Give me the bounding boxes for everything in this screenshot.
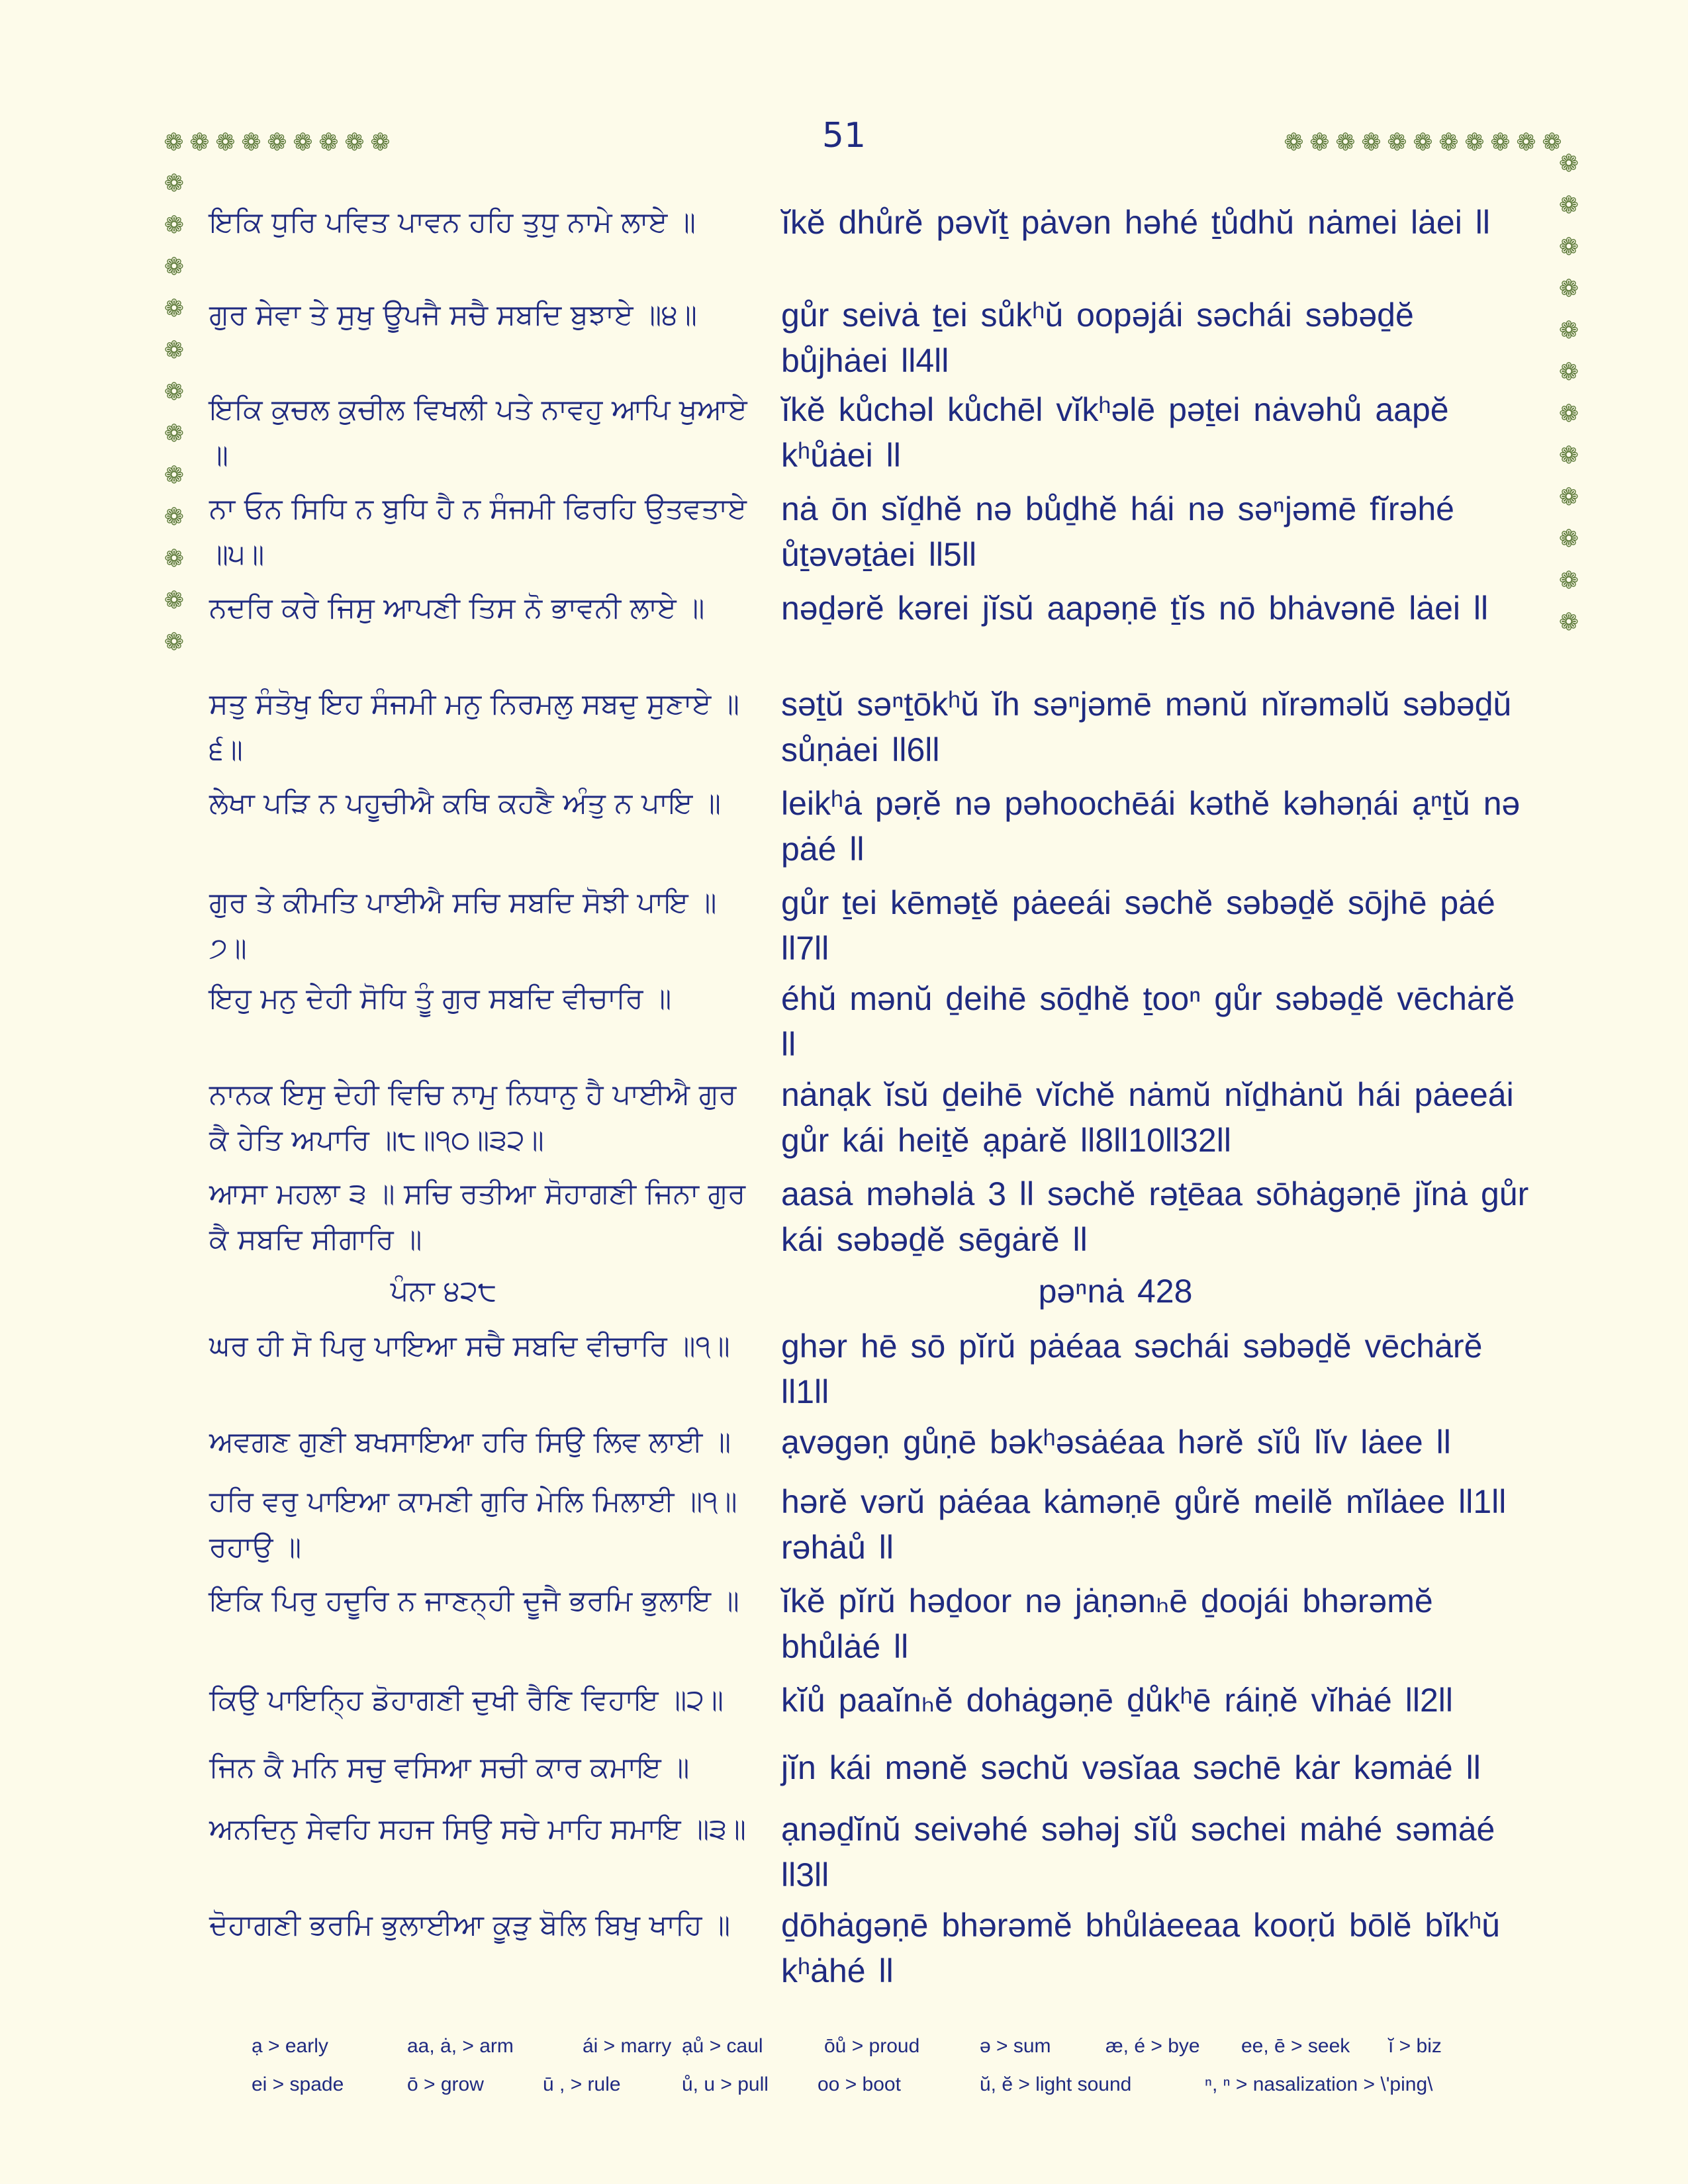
gurmukhi-text: ਨਾ ਓਨ ਸਿਧਿ ਨ ਬੁਧਿ ਹੈ ਨ ਸੰਜਮੀ ਫਿਰਹਿ ਉਤਵਤਾਏ ॥੫॥ [209,492,747,571]
panna-gurmukhi: ਪੰਨਾ ੪੨੮ [390,1275,497,1308]
gurmukhi-text: ਨਦਰਿ ਕਰੇ ਜਿਸੁ ਆਪਣੀ ਤਿਸ ਨੋ ਭਾਵਨੀ ਲਾਏ ॥ [209,592,705,625]
flower-ornament-icon: ❁ [1558,359,1579,386]
ornament-border-top-left [161,130,393,156]
gurmukhi-text: ਇਹੁ ਮਨੁ ਦੇਹੀ ਸੋਧਿ ਤੂੰ ਗੁਰ ਸਬਦਿ ਵੀਚਾਰਿ ॥ [209,982,672,1015]
transliteration-text: gůr ṯei kēməṯĕ pȧeeái səchĕ səbəḏĕ sōjhē pȧé ll7ll [781,884,1495,967]
legend-item: ōů > proud [824,2035,920,2057]
legend-item: ạ > early [252,2035,328,2057]
transliteration-text: aasȧ məhəlȧ 3 ll səchĕ rəṯēaa sōhȧgəṇē jĭnȧ gůr kái səbəḏĕ sēgȧrĕ ll [781,1175,1529,1258]
legend-item: aa, ȧ, > arm [407,2035,514,2057]
flower-ornament-icon: ❁ [1490,129,1511,156]
gurmukhi-text: ਲੇਖਾ ਪੜਿ ਨ ਪਹੂਚੀਐ ਕਥਿ ਕਹਣੈ ਅੰਤੁ ਨ ਪਾਇ ॥ [209,787,722,820]
transliteration-text: ḏōhȧgəṇē bhərəmĕ bhůlȧeeaa kooṛŭ bōlĕ bĭkʰŭ kʰȧhé ll [781,1907,1501,1989]
flower-ornament-icon: ❁ [1558,609,1579,636]
flower-ornament-icon: ❁ [164,337,185,364]
gurmukhi-text: ਗੁਰ ਸੇਵਾ ਤੇ ਸੁਖੁ ਊਪਜੈ ਸਚੈ ਸਬਦਿ ਬੁਝਾਏ ॥੪॥ [209,298,698,332]
legend-item: ái > marry [583,2035,672,2057]
flower-ornament-icon: ❁ [164,545,185,572]
flower-ornament-icon: ❁ [1558,400,1579,428]
legend-item: ei > spade [252,2073,344,2095]
flower-ornament-icon: ❁ [164,504,185,531]
flower-ornament-icon: ❁ [267,129,287,156]
flower-ornament-icon: ❁ [164,295,185,322]
flower-ornament-icon: ❁ [164,253,185,281]
flower-ornament-icon: ❁ [1558,150,1579,177]
legend-item: æ, é > bye [1105,2035,1200,2057]
gurmukhi-text: ਅਨਦਿਨੁ ਸੇਵਹਿ ਸਹਜ ਸਿਉ ਸਚੇ ਮਾਹਿ ਸਮਾਇ ॥੩॥ [209,1813,746,1846]
flower-ornament-icon: ❁ [1558,192,1579,219]
transliteration-text: hərĕ vərŭ pȧéaa kȧməṇē gůrĕ meilĕ mĭlȧee ll1ll rəhȧů ll [781,1483,1507,1566]
flower-ornament-icon: ❁ [1516,129,1536,156]
panna-transliteration: pəⁿnȧ 428 [1038,1273,1193,1310]
flower-ornament-icon: ❁ [164,212,185,239]
ornament-border-top-right [1281,130,1565,156]
transliteration-text: ghər hē sō pĭrŭ pȧéaa səchái səbəḏĕ vēchȧrĕ ll1ll [781,1328,1483,1410]
flower-ornament-icon: ❁ [1558,234,1579,261]
flower-ornament-icon: ❁ [1413,129,1433,156]
flower-ornament-icon: ❁ [215,129,236,156]
legend-item: ū , > rule [543,2073,621,2095]
flower-ornament-icon: ❁ [1309,129,1330,156]
flower-ornament-icon: ❁ [164,379,185,406]
legend-item: ŭ, ĕ > light sound [980,2073,1132,2095]
transliteration-text: ạvəgəṇ gůṇē bəkʰəsȧéaa hərĕ sĭů lĭv lȧee ll [781,1424,1451,1461]
flower-ornament-icon: ❁ [1284,129,1304,156]
transliteration-text: ĭkĕ pĭrŭ həḏoor nə jȧṇənₕē ḏoojái bhərəmĕ bhůlȧé ll [781,1582,1433,1665]
legend-item: ĭ > biz [1388,2035,1442,2057]
legend-item: ee, ē > seek [1241,2035,1350,2057]
flower-ornament-icon: ❁ [1464,129,1485,156]
legend-item: oo > boot [818,2073,901,2095]
legend-item: ů, u > pull [682,2073,769,2095]
gurmukhi-text: ਹਰਿ ਵਰੁ ਪਾਇਆ ਕਾਮਣੀ ਗੁਰਿ ਮੇਲਿ ਮਿਲਾਈ ॥੧॥ ਰਹਾਉ ॥ [209,1485,737,1564]
transliteration-text: nȧ ōn sĭḏhĕ nə bůḏhĕ hái nə səⁿjəmē fĭrəhé ůṯəvəṯȧei ll5ll [781,490,1454,573]
flower-ornament-icon: ❁ [1558,567,1579,594]
page-number: 51 [821,116,867,156]
gurmukhi-text: ਇਕਿ ਧੁਰਿ ਪਵਿਤ ਪਾਵਨ ਹਹਿ ਤੁਧੁ ਨਾਮੇ ਲਾਏ ॥ [209,206,696,239]
flower-ornament-icon: ❁ [164,587,185,614]
gurmukhi-text: ਨਾਨਕ ਇਸੁ ਦੇਹੀ ਵਿਚਿ ਨਾਮੁ ਨਿਧਾਨੁ ਹੈ ਪਾਈਐ ਗੁਰ ਕੈ ਹੇਤਿ ਅਪਾਰਿ ॥੮॥੧੦॥੩੨॥ [209,1078,737,1157]
flower-ornament-icon: ❁ [1558,317,1579,344]
flower-ornament-icon: ❁ [318,129,339,156]
transliteration-text: jĭn kái mənĕ səchŭ vəsĭaa səchē kȧr kəmȧé ll [781,1749,1481,1786]
gurmukhi-text: ਦੋਹਾਗਣੀ ਭਰਮਿ ਭੁਲਾਈਆ ਕੂੜੁ ਬੋਲਿ ਬਿਖੁ ਖਾਹਿ ॥ [209,1909,731,1942]
transliteration-text: éhŭ mənŭ ḏeihē sōḏhĕ ṯooⁿ gůr səbəḏĕ vēchȧrĕ ll [781,980,1515,1063]
flower-ornament-icon: ❁ [1542,129,1562,156]
gurmukhi-text: ਇਕਿ ਕੁਚਲ ਕੁਚੀਲ ਵਿਖਲੀ ਪਤੇ ਨਾਵਹੁ ਆਪਿ ਖੁਆਏ ॥ [209,393,747,472]
transliteration-text: leikʰȧ pəṛĕ nə pəhoochēái kəthĕ kəhəṇái ạⁿṯŭ nə pȧé ll [781,785,1521,868]
flower-ornament-icon: ❁ [164,420,185,447]
ornament-border-right [1556,143,1582,643]
transliteration-text: nȧnạk ĭsŭ ḏeihē vĭchĕ nȧmŭ nĭḏhȧnŭ hái pȧeeái gůr kái heiṯĕ ạpȧrĕ ll8ll10ll32ll [781,1076,1514,1159]
flower-ornament-icon: ❁ [164,170,185,197]
flower-ornament-icon: ❁ [241,129,261,156]
gurmukhi-text: ਅਵਗਣ ਗੁਣੀ ਬਖਸਾਇਆ ਹਰਿ ਸਿਉ ਲਿਵ ਲਾਈ ॥ [209,1426,731,1459]
flower-ornament-icon: ❁ [293,129,313,156]
gurmukhi-text: ਕਿਉ ਪਾਇਨ੍ਹਿ ਡੋਹਾਗਣੀ ਦੁਖੀ ਰੈਣਿ ਵਿਹਾਇ ॥੨॥ [209,1684,724,1717]
gurmukhi-text: ਆਸਾ ਮਹਲਾ ੩ ॥ ਸਚਿ ਰਤੀਆ ਸੋਹਾਗਣੀ ਜਿਨਾ ਗੁਰ ਕੈ ਸਬਦਿ ਸੀਗਾਰਿ ॥ [209,1177,746,1256]
gurmukhi-text: ਘਰ ਹੀ ਸੋ ਪਿਰੁ ਪਾਇਆ ਸਚੈ ਸਬਦਿ ਵੀਚਾਰਿ ॥੧॥ [209,1330,730,1363]
flower-ornament-icon: ❁ [1335,129,1356,156]
transliteration-text: ĭkĕ dhůrĕ pəvĭṯ pȧvən həhé ṯůdhŭ nȧmei lȧei ll [781,204,1490,241]
flower-ornament-icon: ❁ [344,129,365,156]
transliteration-text: ĭkĕ kůchəl kůchēl vĭkʰəlē pəṯei nȧvəhů aapĕ kʰůȧei ll [781,391,1449,474]
gurmukhi-text: ਜਿਨ ਕੈ ਮਨਿ ਸਚੁ ਵਸਿਆ ਸਚੀ ਕਾਰ ਕਮਾਇ ॥ [209,1751,690,1784]
flower-ornament-icon: ❁ [1361,129,1382,156]
gurmukhi-text: ਇਕਿ ਪਿਰੁ ਹਦੂਰਿ ਨ ਜਾਣਨ੍ਹੀ ਦੂਜੈ ਭਰਮਿ ਭੁਲਾਇ ॥ [209,1584,739,1617]
legend-item: ō > grow [407,2073,484,2095]
legend-item: ⁿ, ⁿ > nasalization > \'ping\ [1205,2073,1433,2095]
transliteration-text: kĭů paaĭnₕĕ dohȧgəṇē ḏůkʰē ráiṇĕ vĭhȧé ll2ll [781,1682,1453,1719]
flower-ornament-icon: ❁ [164,129,184,156]
legend-item: ə > sum [980,2035,1051,2057]
flower-ornament-icon: ❁ [1558,275,1579,302]
flower-ornament-icon: ❁ [1438,129,1459,156]
ornament-border-left [161,163,187,663]
transliteration-text: gůr seivȧ ṯei sůkʰŭ oopəjái səchái səbəḏĕ bůjhȧei ll4ll [781,296,1414,379]
transliteration-text: nəḏərĕ kərei jĭsŭ aapəṇē ṯĭs nō bhȧvənē lȧei ll [781,590,1489,627]
gurmukhi-text: ਗੁਰ ਤੇ ਕੀਮਤਿ ਪਾਈਐ ਸਚਿ ਸਬਦਿ ਸੋਝੀ ਪਾਇ ॥੭॥ [209,886,717,965]
transliteration-text: ạnəḏĭnŭ seivəhé səhəj sĭů səchei mȧhé səmȧé ll3ll [781,1811,1495,1893]
gurmukhi-text: ਸਤੁ ਸੰਤੋਖੁ ਇਹ ਸੰਜਮੀ ਮਨੁ ਨਿਰਮਲੁ ਸਬਦੁ ਸੁਣਾਏ ॥੬॥ [209,688,740,766]
transliteration-text: səṯŭ səⁿṯōkʰŭ ĭh səⁿjəmē mənŭ nĭrəməlŭ səbəḏŭ sůṇȧei ll6ll [781,686,1512,768]
flower-ornament-icon: ❁ [1558,484,1579,511]
flower-ornament-icon: ❁ [370,129,391,156]
flower-ornament-icon: ❁ [1558,525,1579,553]
flower-ornament-icon: ❁ [1387,129,1407,156]
flower-ornament-icon: ❁ [164,462,185,489]
flower-ornament-icon: ❁ [1558,442,1579,469]
flower-ornament-icon: ❁ [189,129,210,156]
legend-item: ạů > caul [682,2035,763,2057]
flower-ornament-icon: ❁ [164,629,185,656]
